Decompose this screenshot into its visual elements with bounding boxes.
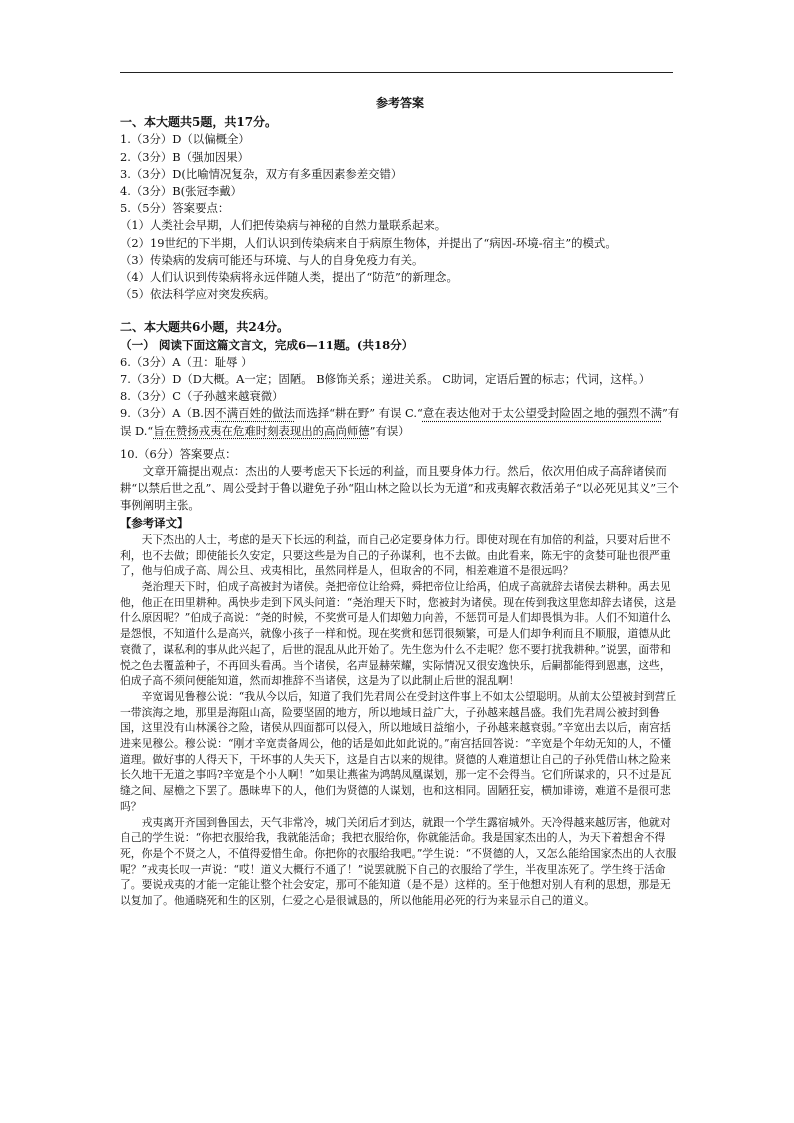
section-2-heading: 二、本大题共6小题，共24分。 [120, 320, 290, 335]
answer-item-10-text: 文章开篇提出观点：杰出的人要考虑天下长远的利益，而且要身体力行。然后，依次用伯成子高辞诸侯而耕“以禁后世之乱”、周公受封于鲁以避免子孙“阻山林之险以长为无道”和戎夷解衣救活弟子“以必死见其义”三个事例阐明主张。 [120, 464, 679, 513]
translation-paragraph: 尧治理天下时，伯成子高被封为诸侯。尧把帝位让给舜，舜把帝位让给禹，伯成子高就辞去诸侯去耕种。禹去见他，他正在田里耕种。禹快步走到下风头问道：“尧治理天下时，您被封为诸侯。现在传到我这里您却辞去诸侯，这是什么原因呢？”伯成子高说：“尧的时候，不奖赏可是人们却勉力向善，不惩罚可是人们却畏惧为非。人们不知道什么是怨恨，不知道什么是高兴，就像小孩子一样和悦。现在奖赏和惩罚很频繁，可是人们却争利而且不顺服，道德从此衰微了，谋私利的事从此兴起了，后世的混乱从此开始了。先生您为什么不走呢？您不要打扰我耕种。”说罢，面带和悦之色去覆盖种子，不再回头看禹。当个诸侯，名声显赫荣耀，实际情况又很安逸快乐，后嗣都能得到恩惠，这些，伯成子高不须问便能知道，然而却推辞不当诸侯，这是为了以此制止后世的混乱啊！ [120, 579, 677, 688]
answer-item: 1.（3分）D（以偏概全） [120, 132, 250, 147]
answer-item: 4.（3分）B(张冠李戴） [120, 184, 243, 199]
section-2-subheading: （一） 阅读下面这篇文言文，完成6—11题。(共18分） [120, 337, 414, 352]
answer-item-8: 8.（3分）C（子孙越来越衰微） [120, 389, 284, 404]
page-title: 参考答案 [375, 96, 424, 110]
answer-item: 3.（3分）D(比喻情况复杂，双方有多重因素参差交错） [120, 166, 403, 181]
answer-item-10-label: 10.（6分）答案要点： [120, 446, 237, 461]
answer-item-6: 6.（3分）A（丑：耻辱 ） [120, 354, 253, 369]
header-rule [120, 72, 673, 73]
q5-point: （1）人类社会早期，人们把传染病与神秘的自然力量联系起来。 [120, 218, 447, 233]
answer-item: 5.（5分）答案要点： [120, 201, 230, 216]
answer-content [120, 95, 680, 909]
answer-item-7: 7.（3分）D（D大概。A一定；固陋。 B修饰关系；递进关系。 C助词，定语后置的标志；代词，这样。） [120, 372, 651, 387]
dotted-emphasis: 旨在赞扬戎夷在危难时刻表现出的高尚师德 [153, 423, 370, 438]
q5-point: （2）19世纪的下半期，人们认识到传染病来自于病原生物体，并提出了“病因-环境-宿主”的模式。 [120, 235, 617, 250]
translation-paragraph: 戎夷离开齐国到鲁国去，天气非常冷，城门关闭后才到达，就跟一个学生露宿城外。天冷得越来越厉害，他就对自己的学生说：“你把衣服给我，我就能活命；我把衣服给你，你就能活命。我是国家杰出的人，为天下着想舍不得死，你是个不贤之人，不值得爱惜生命。你把你的衣服给我吧。”学生说：“不贤德的人，又怎么能给国家杰出的人衣服呢？”戎夷长叹一声说：“哎！道义大概行不通了！”说罢就脱下自己的衣服给了学生，半夜里冻死了。学生终于活命了。要说戎夷的才能一定能让整个社会安定，那可不能知道（是不是）这样的。至于他想对别人有利的思想，那是无以复加了。他通晓死和生的区别，仁爱之心是很诚恳的，所以他能用必死的行为来显示自己的道义。 [120, 815, 677, 908]
q5-point: （5）依法科学应对突发疾病。 [120, 287, 276, 302]
q5-point: （3）传染病的发病可能还与环境、与人的自身免疫力有关。 [120, 252, 424, 267]
translation-paragraph: 辛宽谒见鲁穆公说：“我从今以后，知道了我们先君周公在受封这件事上不如太公望聪明。从前太公望被封到营丘一带滨海之地，那里是海阻山高，险要坚固的地方，所以地域日益广大，子孙越来越昌盛。我们先君周公被封到鲁国，这里没有山林溪谷之险，诸侯从四面都可以侵入，所以地域日益缩小，子孙越来越衰弱。”辛宽出去以后，南宫括进来见穆公。穆公说：“刚才辛宽责备周公，他的话是如此如此说的。”南宫括回答说：“辛宽是个年幼无知的人，不懂道理。做好事的人得天下，干坏事的人失天下，这是自古以来的规律。贤德的人难道想让自己的子孙凭借山林之险来长久地干无道之事吗?辛宽是个小人啊！”如果让燕雀为鸿鹄凤凰谋划，那一定不会得当。它们所谋求的，只不过是瓦缝之间、屋檐之下罢了。愚昧卑下的人，他们为贤德的人谋划，也和这相同。固陋狂妄，横加诽谤，难道不是很可悲吗？ [120, 689, 677, 813]
dotted-emphasis: 不满百姓的做法 [215, 406, 296, 421]
answer-item-9: 9.（3分）A（B.因不满百姓的做法而选择“耕在野” 有误 C.“意在表达他对于太公望受封险固之地的强烈不满”有误 D.“旨在赞扬戎夷在危难时刻表现出的高尚师德”有误） [120, 406, 680, 438]
answer-item: 2.（3分）B（强加因果） [120, 149, 250, 164]
dotted-emphasis: 意在表达他对于太公望受封险固之地的强烈不满 [422, 406, 663, 421]
translation-label: 【参考译文】 [120, 515, 189, 530]
translation-paragraph: 天下杰出的人士，考虑的是天下长远的利益，而自己必定要身体力行。即使对现在有加倍的利益，只要对后世不利，也不去做；即使能长久安定，只要这些是为自己的子孙谋利，也不去做。由此看来，陈无宇的贪婪可耻也很严重了，他与伯成子高、周公旦、戎夷相比，虽然同样是人，但取舍的不同，相差难道不是很远吗？ [120, 532, 671, 578]
q5-point: （4）人们认识到传染病将永远伴随人类，提出了“防范”的新理念。 [120, 270, 458, 285]
section-1-heading: 一、本大题共5题，共17分。 [120, 115, 278, 130]
translation-body [120, 532, 680, 909]
